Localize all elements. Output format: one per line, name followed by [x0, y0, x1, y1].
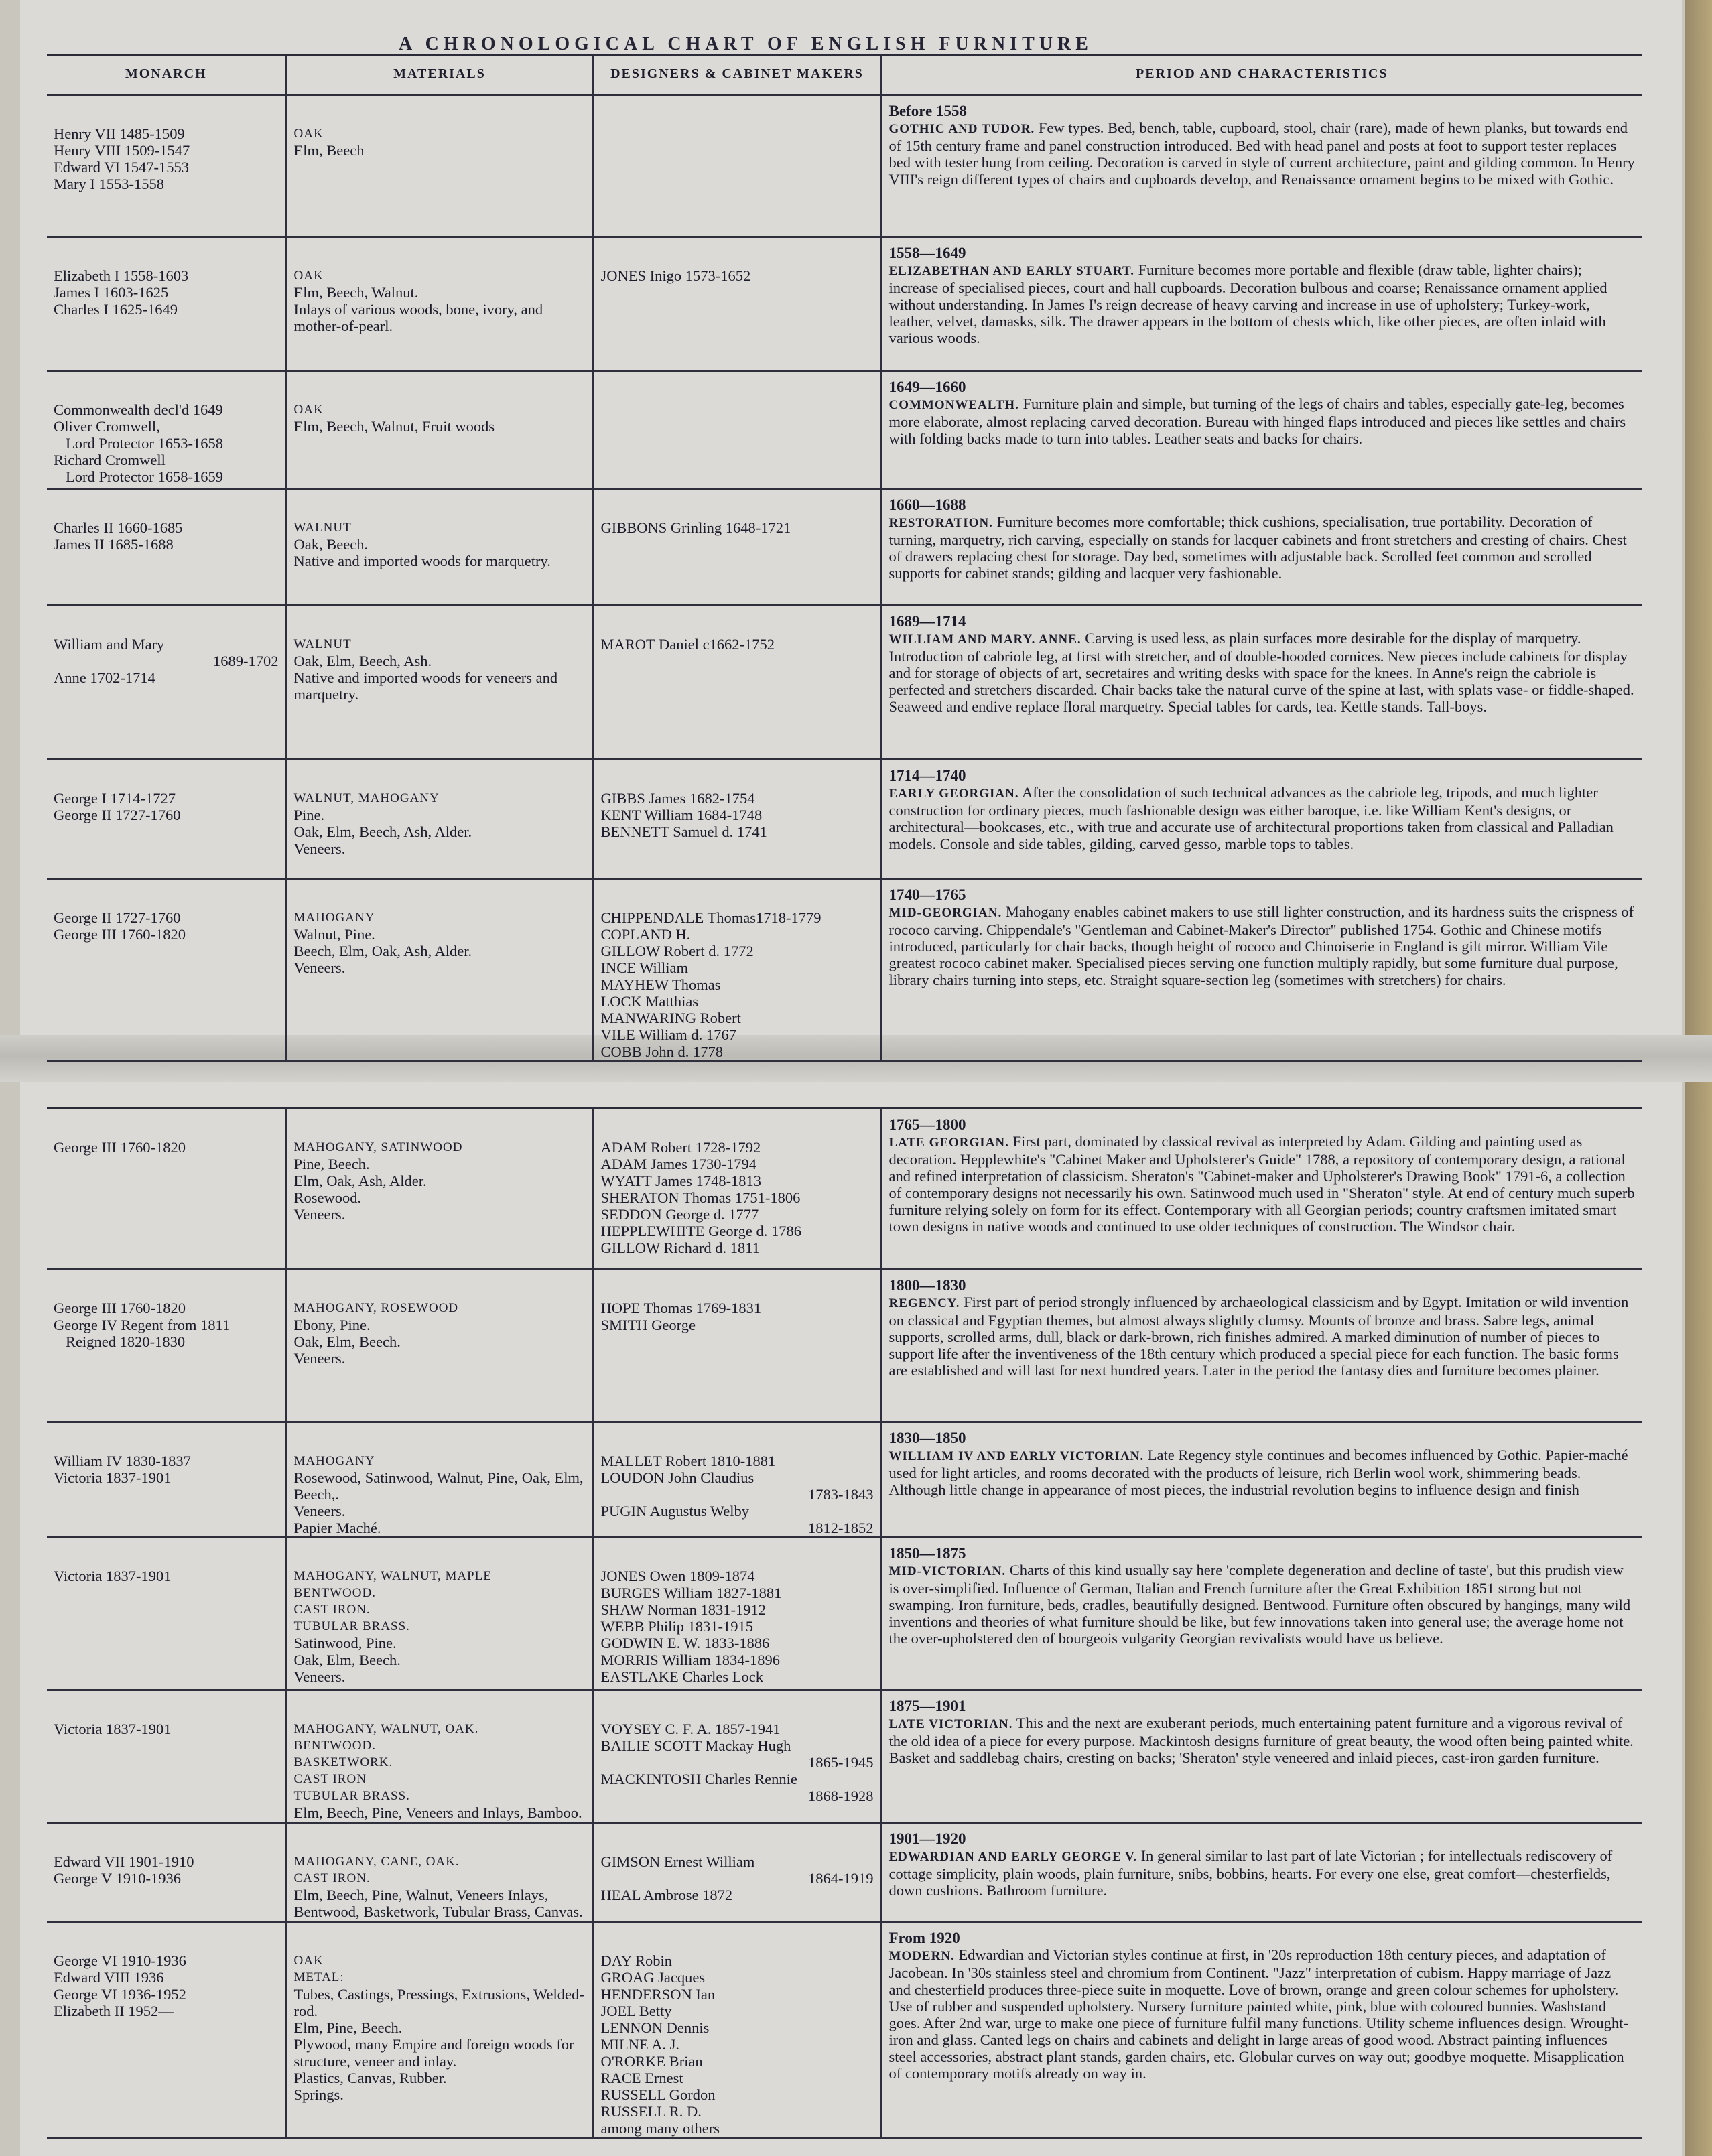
designer-name: LOCK Matthias — [600, 993, 699, 1010]
period-text — [889, 1562, 1636, 1647]
materials-item: Elm, Beech, Pine, Walnut, Veneers Inlays, Bentwood, Basketwork, Tubular Brass, Canvas. — [293, 1886, 583, 1920]
monarch-name: George II 1727-1760 — [54, 909, 181, 926]
monarch-name: Charles I 1625-1649 — [54, 301, 178, 318]
period-text — [889, 1133, 1636, 1235]
period-description: Carving is used less, as plain surfaces more desirable for the display of marquetry. Introduction of cabriole leg, at first with stretcher, and of double-hooded cornices. New pieces include cabinets for display and for storage of objects of art, secretaires and writing desks with space for the knees. In Anne's reign the cabriole is perfected and stretchers discarded. Chair backs take the natural curve of the spine at last, with splats vase- or fiddle-shaped. Seaweed and endive replace floral marquetry. Special tables for cards, tea. Kettle stands. Tall-boys. — [888, 630, 1634, 715]
monarch-name: Lord Protector 1653-1658 — [66, 435, 223, 452]
materials-cell — [286, 606, 593, 760]
materials-main: OAK — [293, 269, 324, 283]
materials-caps: CAST IRON. — [293, 1602, 371, 1617]
designer-name: MAROT Daniel c1662-1752 — [600, 636, 775, 653]
materials-item: Veneers. — [293, 1206, 346, 1223]
materials-item: Elm, Beech, Pine, Veneers and Inlays, Bamboo. — [293, 1804, 582, 1821]
materials-item: Oak, Beech. — [293, 536, 369, 553]
monarch-name: Elizabeth II 1952— — [54, 2002, 174, 2019]
designer-name: JONES Owen 1809-1874 — [600, 1567, 755, 1585]
materials-cell — [286, 1690, 593, 1822]
header-row — [47, 55, 1642, 95]
materials-main: MAHOGANY, WALNUT, OAK. — [293, 1721, 479, 1736]
monarch-name: George VI 1936-1952 — [54, 1985, 186, 2003]
monarch-name: Reigned 1820-1830 — [66, 1333, 186, 1350]
designers-cell — [593, 371, 881, 489]
table-row — [47, 237, 1642, 371]
monarch-cell — [47, 1537, 286, 1690]
monarch-name: George III 1760-1820 — [54, 926, 186, 943]
period-description: Edwardian and Victorian styles continue at first, in '20s reproduction 18th century pieces, and adaptation of Jacobean. In '30s stainless steel and chromium from Continent. "Jazz" interpretation of cubism. Happy marriage of Jazz and chesterfield produces three-piece suite in moquette. Love of brown, orange and green colour schemes for upholstery. Use of rubber and suspended upholstery. Nursery furniture painted white, pink, blue with coloured bunnies. Washstand goes. After 2nd war, urge to make one piece of furniture fulfil many functions. Utility scheme influences design. Wrought-iron and glass. Canted legs on chairs and cabinets and delight in large areas of good wood. Abstract painting influences steel accessories, abstract plant stands, garden chairs, etc. Globular curves on way out; goodbye moquette. Misapplication of contemporary motifs already on way in. — [888, 1946, 1628, 2082]
materials-item: Papier Maché. — [293, 1519, 381, 1536]
period-date: 1901—1920 — [888, 1830, 966, 1847]
materials-cell — [286, 1537, 593, 1690]
period-date: 1689—1714 — [888, 613, 966, 630]
period-text — [889, 630, 1636, 715]
designer-name: VILE William d. 1767 — [600, 1026, 736, 1043]
page-title: A CHRONOLOGICAL CHART OF ENGLISH FURNITURE — [399, 33, 1093, 54]
materials-item: Veneers. — [293, 959, 346, 976]
designer-name: VOYSEY C. F. A. 1857-1941 — [600, 1720, 781, 1737]
materials-item: Veneers. — [293, 840, 346, 857]
materials-cell — [286, 760, 593, 879]
designer-name: ADAM Robert 1728-1792 — [600, 1139, 761, 1156]
designer-name: WEBB Philip 1831-1915 — [600, 1617, 754, 1635]
materials-item: Plastics, Canvas, Rubber. — [293, 2069, 447, 2086]
designer-name: GIBBS James 1682-1754 — [600, 790, 755, 807]
materials-cell — [286, 371, 593, 489]
period-cell — [881, 95, 1642, 237]
table-row — [47, 1690, 1642, 1822]
table-row — [47, 760, 1642, 879]
monarch-cell — [47, 879, 286, 1061]
materials-item: Veneers. — [293, 1502, 346, 1520]
materials-main: OAK — [293, 403, 324, 417]
designer-name: GROAG Jacques — [600, 1968, 706, 1986]
period-cell — [881, 1922, 1642, 2137]
table-row — [47, 1108, 1642, 1269]
materials-item: Native and imported woods for veneers and marquetry. — [293, 669, 558, 703]
period-name: LATE GEORGIAN. — [888, 1136, 1009, 1150]
materials-main: MAHOGANY, SATINWOOD — [293, 1140, 463, 1154]
monarch-cell — [47, 237, 286, 371]
monarch-name: Edward VI 1547-1553 — [54, 159, 190, 176]
designer-name: EASTLAKE Charles Lock — [600, 1668, 763, 1685]
period-description: Furniture plain and simple, but turning of the legs of chairs and tables, especially gate-leg, becomes more elaborate, almost replacing carved decoration. Bureau with hinged flaps introduced and pieces like settles and chairs with folding backs made to turn into tables. Leather seats and backs for chairs. — [888, 395, 1626, 447]
designers-cell — [593, 489, 881, 606]
period-description: After the consolidation of such technical advances as the cabriole leg, tripods, and much lighter construction for ordinary pieces, much fashionable design was either baroque, i.e. like William Kent's designs, or architectural—bookcases, etc., with true and accurate use of architectural proportions taken from classical and Palladian models. Console and side tables, gilding, carved gesso, marble tops to tables. — [888, 784, 1614, 852]
designer-name: GILLOW Robert d. 1772 — [600, 943, 754, 959]
materials-item: Oak, Elm, Beech, Ash. — [293, 653, 432, 669]
materials-caps: BENTWOOD. — [293, 1585, 376, 1600]
designer-name: MORRIS William 1834-1896 — [600, 1651, 780, 1668]
table-row — [47, 1822, 1642, 1922]
designers-cell — [593, 1269, 881, 1422]
monarch-cell — [47, 1690, 286, 1822]
period-date: 1558—1649 — [888, 245, 966, 261]
materials-item: Oak, Elm, Beech. — [293, 1651, 401, 1668]
monarch-name: George I 1714-1727 — [54, 790, 176, 807]
monarch-name: Mary I 1553-1558 — [54, 176, 164, 192]
materials-main: WALNUT — [293, 637, 352, 651]
designer-name: CHIPPENDALE Thomas1718-1779 — [600, 909, 821, 926]
chart-table-upper — [47, 54, 1642, 1062]
period-cell — [881, 1822, 1642, 1922]
period-description: Furniture becomes more comfortable; thick cushions, specialisation, true portability. Decoration of turning, marquetry, rich carving, especially on stands for lacquer cabinets and front stretchers and cresting of chairs. Chest of drawers replacing chest for storage. Day bed, sometimes with adjustable back. Scrolled feet common and scrolled supports for cabinet stands; gilding and lacquer very fashionable. — [888, 513, 1627, 582]
materials-item: Rosewood, Satinwood, Walnut, Pine, Oak, Elm, Beech,. — [293, 1469, 584, 1503]
period-cell — [881, 879, 1642, 1061]
materials-cell — [286, 1422, 593, 1537]
period-name: MODERN. — [888, 1948, 955, 1963]
materials-item: Rosewood. — [293, 1189, 362, 1206]
period-name: EARLY GEORGIAN. — [888, 787, 1019, 801]
designer-name: BURGES William 1827-1881 — [600, 1584, 782, 1601]
period-text — [889, 261, 1636, 346]
monarch-name: Commonwealth decl'd 1649 — [54, 401, 223, 418]
materials-item: Satinwood, Pine. — [293, 1634, 397, 1652]
period-cell — [881, 489, 1642, 606]
monarch-name: Henry VIII 1509-1547 — [54, 142, 190, 159]
designer-name: RUSSELL R. D. — [600, 2102, 702, 2120]
monarch-name: Oliver Cromwell, — [54, 418, 160, 435]
materials-item: Elm, Oak, Ash, Alder. — [293, 1172, 427, 1189]
monarch-cell — [47, 1108, 286, 1269]
materials-main: WALNUT, MAHOGANY — [293, 791, 440, 805]
monarch-name: Richard Cromwell — [54, 452, 166, 468]
designer-name: ADAM James 1730-1794 — [600, 1156, 756, 1172]
materials-item: Beech, Elm, Oak, Ash, Alder. — [293, 943, 472, 959]
materials-caps: TUBULAR BRASS. — [293, 1788, 410, 1803]
period-cell — [881, 1690, 1642, 1822]
table-row — [47, 1269, 1642, 1422]
monarch-cell — [47, 1269, 286, 1422]
materials-main: MAHOGANY, ROSEWOOD — [293, 1300, 459, 1315]
monarch-cell — [47, 1822, 286, 1922]
designer-name: HEAL Ambrose 1872 — [600, 1886, 733, 1903]
materials-item: Walnut, Pine. — [293, 926, 375, 943]
designer-name: HEPPLEWHITE George d. 1786 — [600, 1223, 802, 1239]
monarch-name: Edward VII 1901-1910 — [54, 1852, 194, 1870]
period-cell — [881, 606, 1642, 760]
materials-caps: TUBULAR BRASS. — [293, 1619, 410, 1633]
period-name: WILLIAM IV AND EARLY VICTORIAN. — [888, 1448, 1144, 1463]
header-designers: DESIGNERS & CABINET MAKERS — [593, 55, 881, 95]
period-name: COMMONWEALTH. — [888, 398, 1019, 412]
period-name: RESTORATION. — [888, 516, 993, 530]
period-date: 1765—1800 — [888, 1116, 966, 1133]
designers-cell — [593, 879, 881, 1061]
materials-caps: BASKETWORK. — [293, 1755, 393, 1769]
materials-main: MAHOGANY — [293, 1453, 375, 1468]
period-date: 1875—1901 — [888, 1697, 966, 1714]
period-date: 1830—1850 — [888, 1429, 966, 1446]
table-row — [47, 1922, 1642, 2137]
designers-cell — [593, 95, 881, 237]
period-text — [889, 1714, 1636, 1766]
designer-name: COPLAND H. — [600, 926, 691, 943]
period-name: WILLIAM AND MARY. ANNE. — [888, 632, 1081, 647]
period-description: First part, dominated by classical revival as interpreted by Adam. Gilding and painting used as decoration. Hepplewhite's "Cabinet Maker and Upholsterer's Guide" 1788, a repository of contemporary design, a rational and refined interpretation of classicism. Sheraton's "Cabinet-maker and Upholsterer's Drawing Book" 1791-6, a collection of contemporary designs not necessarily his own. Satinwood much used in "Sheraton" style. At end of century much superb furniture relying solely on form for its effect. Contemporary with all Georgian periods; country craftsmen imitated smart town designs in native woods and continued to use older techniques of construction. The Windsor chair. — [888, 1133, 1635, 1235]
period-text — [889, 395, 1636, 447]
designer-name: INCE William — [600, 959, 689, 976]
monarch-name: Elizabeth I 1558-1603 — [54, 267, 189, 284]
monarch-name: George V 1910-1936 — [54, 1869, 181, 1887]
designer-name: LENNON Dennis — [600, 2019, 710, 2036]
monarch-name: Victoria 1837-1901 — [54, 1469, 172, 1486]
period-name: MID-GEORGIAN. — [888, 906, 1002, 920]
monarch-name: Anne 1702-1714 — [54, 669, 155, 686]
designers-cell — [593, 1690, 881, 1822]
designer-name: MALLET Robert 1810-1881 — [600, 1452, 776, 1469]
period-text — [889, 1294, 1636, 1379]
period-description: Charts of this kind usually say here 'complete degeneration and decline of taste', but this prudish view is over-simplified. Influence of German, Italian and French furniture after the Great Exhibition 1851 strong but not swamping. Iron furniture, beds, cradles, beautifully designed. Bentwood. Furniture often obscured by hangings, many wild inventions and theories of what furniture should be like, but few innovations taken into general use; the average home not the over-upholstered den of bourgeois vulgarity Georgian revivalists would have us believe. — [888, 1561, 1631, 1647]
materials-cell — [286, 1922, 593, 2137]
materials-main: MAHOGANY, WALNUT, MAPLE — [293, 1568, 492, 1583]
designers-cell — [593, 237, 881, 371]
materials-item: Oak, Elm, Beech, Ash, Alder. — [293, 823, 472, 840]
materials-item: Native and imported woods for marquetry. — [293, 553, 551, 569]
materials-cell — [286, 489, 593, 606]
materials-cell — [286, 1269, 593, 1422]
period-date: 1714—1740 — [888, 767, 966, 784]
designer-name: LOUDON John Claudius — [600, 1469, 754, 1486]
designer-name: 1868-1928 — [808, 1787, 874, 1804]
designer-name: SEDDON George d. 1777 — [600, 1206, 759, 1223]
monarch-name: Henry VII 1485-1509 — [54, 125, 185, 142]
materials-item: Pine, Beech. — [293, 1156, 370, 1172]
period-name: GOTHIC AND TUDOR. — [888, 122, 1035, 136]
materials-cell — [286, 1822, 593, 1922]
materials-cell — [286, 879, 593, 1061]
period-name: REGENCY. — [888, 1296, 960, 1310]
period-name: MID-VICTORIAN. — [888, 1564, 1006, 1578]
monarch-cell — [47, 489, 286, 606]
table-row — [47, 1537, 1642, 1690]
period-text — [889, 1847, 1636, 1899]
table-row — [47, 95, 1642, 237]
period-cell — [881, 1269, 1642, 1422]
designer-name: BENNETT Samuel d. 1741 — [600, 823, 767, 840]
period-cell — [881, 371, 1642, 489]
designers-cell — [593, 1922, 881, 2137]
materials-cell — [286, 95, 593, 237]
period-date: From 1920 — [888, 1929, 960, 1946]
monarch-name: William IV 1830-1837 — [54, 1452, 191, 1469]
designer-name: GIBBONS Grinling 1648-1721 — [600, 519, 791, 536]
designer-name: HOPE Thomas 1769-1831 — [600, 1299, 762, 1317]
monarch-cell — [47, 95, 286, 237]
period-name: LATE VICTORIAN. — [888, 1716, 1013, 1731]
designer-name: RUSSELL Gordon — [600, 2086, 716, 2103]
designers-cell — [593, 760, 881, 879]
materials-cell — [286, 1108, 593, 1269]
designers-cell — [593, 606, 881, 760]
monarch-name: Lord Protector 1658-1659 — [66, 468, 223, 485]
designer-name: SHERATON Thomas 1751-1806 — [600, 1189, 801, 1206]
materials-main: OAK — [293, 127, 324, 141]
period-date: 1740—1765 — [888, 886, 966, 903]
materials-caps: CAST IRON. — [293, 1871, 371, 1885]
designers-cell — [593, 1422, 881, 1537]
materials-item: Elm, Beech, Walnut. — [293, 284, 419, 301]
table-row — [47, 371, 1642, 489]
monarch-name: George IV Regent from 1811 — [54, 1316, 231, 1333]
designer-name: SMITH George — [600, 1316, 696, 1333]
materials-main: MAHOGANY — [293, 911, 375, 925]
monarch-name: William and Mary — [54, 636, 165, 653]
period-cell — [881, 1422, 1642, 1537]
period-text — [889, 784, 1636, 852]
designer-name: MANWARING Robert — [600, 1010, 741, 1026]
materials-main: MAHOGANY, CANE, OAK. — [293, 1854, 460, 1869]
period-date: 1660—1688 — [888, 496, 966, 513]
period-cell — [881, 760, 1642, 879]
period-date: 1649—1660 — [888, 379, 966, 395]
monarch-name: Edward VIII 1936 — [54, 1968, 164, 1986]
monarch-name: James I 1603-1625 — [54, 284, 169, 301]
period-text — [889, 1946, 1636, 2082]
materials-caps: BENTWOOD. — [293, 1738, 376, 1753]
monarch-name: Victoria 1837-1901 — [54, 1567, 172, 1585]
period-date: 1850—1875 — [888, 1544, 966, 1562]
period-description: In general similar to last part of late Victorian ; for intellectuals rediscovery of cottage simplicity, plain woods, plain furniture, snibs, bobbins, hearts. For every one else, great comfort—chesterfields, down cushions. Bathroom furniture. — [888, 1846, 1613, 1899]
period-description: First part of period strongly influenced by archaeological classicism and by Egypt. Imitation or wild invention on classical and Egyptian themes, but almost always slightly clumsy. Mounts of bronze and brass. Sabre legs, animal supports, scrolled arms, dull, black or dark-brown, rich finishes admired. A marked diminution of number of pieces to support life after the inventiveness of the 18th century which produced a special piece for each function. The basic forms are established and will last for next hundred years. Later in the period the fantasy dies and furniture becomes plainer. — [888, 1293, 1629, 1379]
designer-name: HENDERSON Ian — [600, 1985, 716, 2003]
materials-item: Elm, Pine, Beech. — [293, 2019, 403, 2036]
designer-name: SHAW Norman 1831-1912 — [600, 1601, 767, 1618]
period-text — [889, 513, 1636, 582]
designer-name: MACKINTOSH Charles Rennie — [600, 1770, 797, 1788]
monarch-cell — [47, 371, 286, 489]
designer-name: WYATT James 1748-1813 — [600, 1172, 762, 1189]
materials-item: Oak, Elm, Beech. — [293, 1333, 401, 1350]
period-description: Few types. Bed, bench, table, cupboard, stool, chair (rare), made of hewn planks, but towards end of 15th century frame and panel construction introduced. Bed with head panel and posts at foot to support tester replaces bed with tester hung from ceiling. Decoration is carved in style of current architecture, paint and gilding common. In Henry VIII's reign different types of chairs and cupboards develop, and Renaissance ornament begins to be mixed with Gothic. — [888, 119, 1635, 188]
materials-caps: CAST IRON — [293, 1771, 367, 1786]
monarch-name: George II 1727-1760 — [54, 807, 181, 823]
header-materials: MATERIALS — [286, 55, 593, 95]
designer-name: O'RORKE Brian — [600, 2052, 703, 2070]
monarch-cell — [47, 760, 286, 879]
monarch-name: Charles II 1660-1685 — [54, 519, 183, 536]
materials-main: OAK — [293, 1953, 324, 1968]
materials-caps: METAL: — [293, 1970, 344, 1984]
table-row — [47, 1422, 1642, 1537]
period-description: This and the next are exuberant periods, much entertaining patent furniture and a vigorous revival of the old idea of a piece for every purpose. Mackintosh designs furniture of great beauty, the wood often being painted white. Basket and saddlebag chairs, cresting on backs; 'Sheraton' style veneered and inlaid pieces, cast-iron garden furniture. — [888, 1714, 1634, 1766]
designer-name: COBB John d. 1778 — [600, 1043, 724, 1060]
table-row — [47, 879, 1642, 1061]
period-date: 1800—1830 — [888, 1276, 966, 1294]
monarch-name: George III 1760-1820 — [54, 1299, 186, 1317]
monarch-cell — [47, 606, 286, 760]
monarch-cell — [47, 1422, 286, 1537]
period-cell — [881, 1537, 1642, 1690]
designer-name: GILLOW Richard d. 1811 — [600, 1239, 760, 1256]
period-description: Furniture becomes more portable and flexible (draw table, lighter chairs); increase of specialised pieces, court and hall cupboards. Decoration bulbous and coarse; Renaissance ornament applied without understanding. In James I's reign decrease of heavy carving and increase in use of upholstery; Turkey-work, leather, velvet, damasks, silk. The drawer appears in the bottom of chests which, like other pieces, are often inlaid with various woods. — [888, 261, 1607, 346]
designer-name: MAYHEW Thomas — [600, 976, 721, 993]
period-cell — [881, 237, 1642, 371]
period-text — [889, 1446, 1636, 1498]
monarch-cell — [47, 1922, 286, 2137]
materials-item: Pine. — [293, 807, 325, 823]
period-text — [889, 119, 1636, 188]
table-row — [47, 606, 1642, 760]
designer-name: DAY Robin — [600, 1952, 672, 1969]
materials-item: Springs. — [293, 2086, 344, 2103]
materials-item: Ebony, Pine. — [293, 1316, 371, 1333]
materials-cell — [286, 237, 593, 371]
materials-item: Elm, Beech — [293, 142, 365, 159]
designer-name: RACE Ernest — [600, 2069, 683, 2086]
designer-name: 1864-1919 — [808, 1869, 874, 1887]
materials-main: WALNUT — [293, 521, 352, 535]
chart-table-lower — [47, 1107, 1642, 2139]
period-description: Late Regency style continues and becomes influenced by Gothic. Papier-maché used for light articles, and rooms decorated with the products of leisure, rich Berlin wool work, shimmering beads. Although little change in appearance of most pieces, the industrial revolution begins to influence design and finish — [888, 1446, 1628, 1498]
monarch-name: 1689-1702 — [213, 653, 279, 669]
designers-cell — [593, 1537, 881, 1690]
period-text — [889, 903, 1636, 988]
materials-item: Plywood, many Empire and foreign woods for structure, veneer and inlay. — [293, 2035, 574, 2070]
designer-name: MILNE A. J. — [600, 2035, 679, 2053]
period-name: ELIZABETHAN AND EARLY STUART. — [888, 264, 1135, 278]
monarch-name: James II 1685-1688 — [54, 536, 174, 553]
period-date: Before 1558 — [888, 103, 967, 119]
designer-name: 1865-1945 — [808, 1753, 874, 1771]
designer-name: BAILIE SCOTT Mackay Hugh — [600, 1737, 791, 1754]
monarch-name: George VI 1910-1936 — [54, 1952, 186, 1969]
designer-name: KENT William 1684-1748 — [600, 807, 763, 823]
designer-name: GODWIN E. W. 1833-1886 — [600, 1634, 770, 1652]
period-description: Mahogany enables cabinet makers to use still lighter construction, and its hardness suits the crispness of rococo carving. Chippendale's "Gentleman and Cabinet-Maker's Director" published 1754. Gothic and Chinese motifs introduced, particularly for chair backs, though height of rococo and Chinoiserie in England is gilt mirror. William Vile greatest rococo cabinet maker. Specialised pieces serving one function multiply rapidly, but some furniture dual purpose, library chairs turning into steps, etc. Straight square-section leg (sometimes with stretchers) for chairs. — [888, 903, 1634, 988]
table-row — [47, 489, 1642, 606]
designer-name: JOEL Betty — [600, 2002, 672, 2019]
header-monarch: MONARCH — [47, 55, 286, 95]
designer-name: JONES Inigo 1573-1652 — [600, 267, 751, 284]
designer-name: GIMSON Ernest William — [600, 1852, 755, 1870]
designer-name: PUGIN Augustus Welby — [600, 1502, 750, 1520]
period-name: EDWARDIAN AND EARLY GEORGE V. — [888, 1849, 1138, 1864]
materials-item: Tubes, Castings, Pressings, Extrusions, Welded-rod. — [293, 1985, 584, 2019]
monarch-name: George III 1760-1820 — [54, 1139, 186, 1156]
designers-cell — [593, 1108, 881, 1269]
materials-item: Elm, Beech, Walnut, Fruit woods — [293, 418, 495, 435]
designer-name: 1812-1852 — [808, 1519, 874, 1536]
period-cell — [881, 1108, 1642, 1269]
designers-cell — [593, 1822, 881, 1922]
designer-name: among many others — [600, 2119, 720, 2137]
materials-item: Veneers. — [293, 1668, 346, 1685]
monarch-name: Victoria 1837-1901 — [54, 1720, 172, 1737]
materials-item: Inlays of various woods, bone, ivory, and mother-of-pearl. — [293, 301, 543, 334]
header-period: PERIOD AND CHARACTERISTICS — [881, 55, 1642, 95]
materials-item: Veneers. — [293, 1349, 346, 1367]
designer-name: 1783-1843 — [808, 1485, 874, 1503]
